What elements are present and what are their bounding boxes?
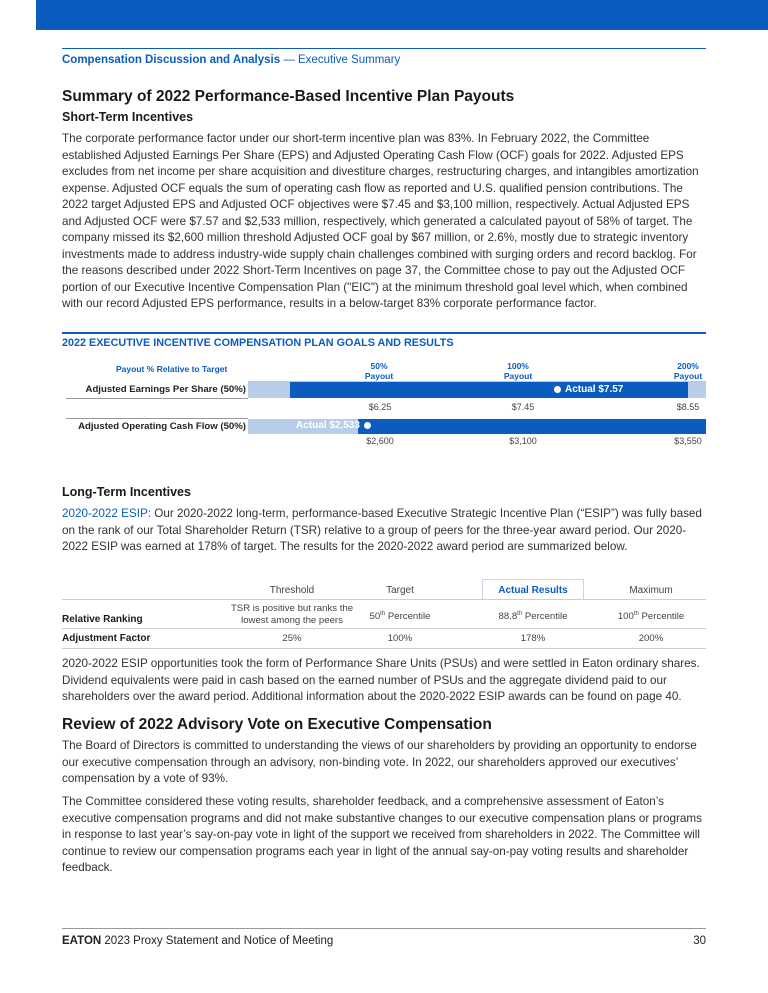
esip-followup-paragraph: 2020-2022 ESIP opportunities took the form of Performance Share Units (PSUs) and were settled in Eaton ordinary shares. Dividend equivalents were paid in cash based on the earned number of PSUs and the aggregate dividend paid to our shareholders over the award period. Additional information about the 2020-2022 ESIP awards can be found on page 40.: [62, 657, 700, 703]
table-row-rule: [62, 628, 706, 629]
ranking-row-label: Relative Ranking: [62, 614, 143, 625]
adjustment-maximum-cell: 200%: [638, 633, 664, 644]
review-title: Review of 2022 Advisory Vote on Executive Compensation: [62, 716, 492, 733]
top-color-bar: [36, 0, 768, 30]
chart-title: 2022 EXECUTIVE INCENTIVE COMPENSATION PLAN GOALS AND RESULTS: [62, 337, 454, 349]
adjustment-actual-cell: 178%: [520, 633, 546, 644]
header-rule: [62, 48, 706, 49]
review-paragraph-2: The Committee considered these voting results, shareholder feedback, and a comprehensive assessment of Eaton’s executive compensation programs and did not make substantive changes to our executive compensation plans or programs in response to last year’s say-on-pay vote in light of the support we received from shareholders in 2022. The Committee will continue to review our compensation programs each year in light of the annual say-on-pay voting results and shareholder feedback.: [62, 795, 702, 874]
adjustment-target-cell: 100%: [387, 633, 413, 644]
table-header-threshold: Threshold: [269, 585, 315, 596]
table-header-target: Target: [386, 585, 414, 596]
eps-row-label: Adjusted Earnings Per Share (50%): [85, 384, 246, 395]
payout-level-200: 200% Payout: [673, 361, 703, 381]
esip-paragraph: 2020-2022 ESIP: Our 2020-2022 long-term, performance-based Executive Strategic Incentive Plan (“ESIP”) was fully based on the rank of our Total Shareholder Return (TSR) relative to a group of peers for the three-year award period. Our 2020-2022 ESIP was earned at 178% of target. The results for the 2020-2022 award period are summarized below.: [62, 507, 702, 553]
long-term-heading: Long-Term Incentives: [62, 485, 191, 499]
ocf-bar-goal-range: [358, 419, 706, 434]
eps-row-leader: [66, 398, 248, 399]
table-header-maximum: Maximum: [629, 585, 673, 596]
summary-title: Summary of 2022 Performance-Based Incentive Plan Payouts: [62, 88, 515, 105]
eps-tick-maximum: $8.55: [676, 402, 700, 412]
ranking-threshold-cell: TSR is positive but ranks the lowest among the peers: [230, 603, 354, 626]
ocf-tick-threshold: $2,600: [366, 436, 394, 446]
payout-axis-label: Payout % Relative to Target: [116, 364, 228, 374]
adjustment-threshold-cell: 25%: [282, 633, 302, 644]
eps-actual-dot: [554, 386, 561, 393]
ocf-actual-dot: [364, 422, 371, 429]
short-term-paragraph: The corporate performance factor under our short-term incentive plan was 83%. In February 2022, the Committee established Adjusted Earnings Per Share (EPS) and Adjusted Operating Cash Flow (OCF) goals for 2022. Adjusted EPS excludes from net income per share acquisition and divestiture charges, restructuring charges, and intangibles amortization expense. Adjusted OCF equals the sum of operating cash flow as reported and U.S. qualified pension contributions. The 2022 target Adjusted EPS and Adjusted OCF objectives were $7.45 and $3,100 million, respectively. Actual Adjusted EPS and Adjusted OCF were $7.57 and $2,533 million, respectively, which generated a calculated payout of 58% of target. The company missed its $2,600 million threshold Adjusted OCF goal by $67 million, or 2.6%, mostly due to strategic inventory investments made to address industry-wide supply chain challenges combined with surging orders and record backlog. For the reasons described under 2022 Short-Term Incentives on page 37, the Committee chose to pay out the Adjusted OCF portion of our Executive Incentive Compensation Plan ("EIC") at the minimum threshold goal level which, when combined with our record Adjusted EPS performance, results in a below-target 83% corporate performance factor.: [62, 132, 699, 310]
review-paragraph-1: The Board of Directors is committed to understanding the views of our shareholders by providing an opportunity to endorse our executive compensation through an advisory, non-binding vote. In 2022, our shareholders approved our executives’ compensation by a vote of 93%.: [62, 739, 697, 785]
chart-top-rule: [62, 332, 706, 334]
table-bottom-rule: [62, 648, 706, 649]
ocf-tick-maximum: $3,550: [674, 436, 702, 446]
page-number: 30: [693, 935, 706, 947]
eps-bar-pre-threshold: [248, 382, 290, 398]
footer-rule: [62, 928, 706, 929]
ocf-actual-marker: Actual $2,533: [296, 420, 375, 431]
payout-level-100: 100% Payout: [503, 361, 533, 381]
eps-tick-target: $7.45: [511, 402, 535, 412]
ranking-target-cell: 50th Percentile: [369, 611, 431, 623]
table-header-rule: [62, 599, 706, 600]
adjustment-row-label: Adjustment Factor: [62, 633, 151, 644]
ranking-maximum-cell: 100th Percentile: [617, 611, 685, 623]
eps-bar-achieved: [290, 382, 688, 398]
footer-text: EATON 2023 Proxy Statement and Notice of Meeting: [62, 935, 334, 947]
ranking-actual-cell: 88.8th Percentile: [498, 611, 568, 623]
short-term-heading: Short-Term Incentives: [62, 110, 194, 124]
ocf-row-leader: [66, 418, 248, 419]
eps-actual-marker: Actual $7.57: [550, 384, 623, 395]
ocf-row-label: Adjusted Operating Cash Flow (50%): [78, 421, 246, 432]
eps-tick-threshold: $6.25: [368, 402, 392, 412]
eps-bar-remaining: [688, 382, 706, 398]
payout-level-50: 50% Payout: [364, 361, 394, 381]
ocf-tick-target: $3,100: [509, 436, 537, 446]
section-breadcrumb: Compensation Discussion and Analysis — Executive Summary: [62, 54, 401, 66]
table-header-actual: Actual Results: [498, 585, 568, 596]
